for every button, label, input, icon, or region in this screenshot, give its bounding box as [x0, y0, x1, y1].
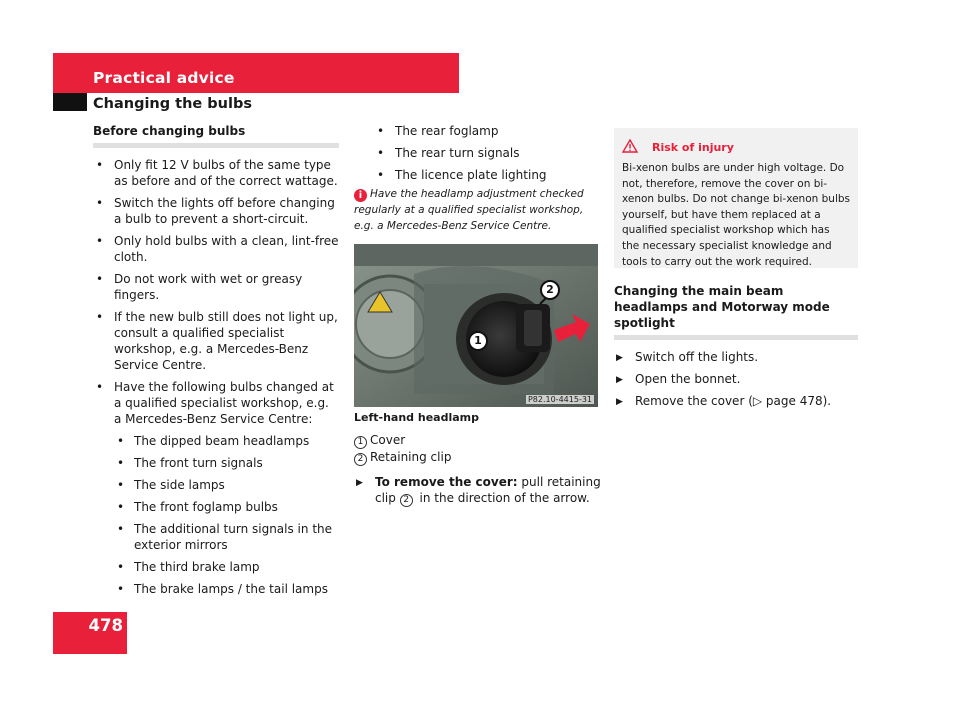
list-item: • The rear foglamp	[374, 123, 600, 139]
step-item: ▶ Remove the cover (▷ page 478).	[614, 393, 858, 409]
list-item: • Switch the lights off before changing a bulb to prevent a short-circuit.	[93, 195, 339, 227]
main-beam-heading: Changing the main beam headlamps and Motorway mode spotlight	[614, 284, 830, 330]
heading-rule	[93, 143, 339, 148]
precaution-list	[93, 157, 339, 597]
callout-1: 1	[468, 331, 488, 351]
workshop-bulbs-text: Have the following bulbs changed at a qualified specialist workshop, e.g. a Mercedes-Benz Service Centre:	[114, 380, 334, 426]
photo-caption-block	[354, 410, 602, 513]
info-icon: i	[354, 189, 367, 202]
page-number: 478	[88, 616, 123, 635]
list-item: • The rear turn signals	[374, 145, 600, 161]
photo-code: P82.10-4415-31	[527, 395, 592, 404]
legend-number: 1	[354, 436, 367, 449]
step-item	[354, 474, 602, 507]
list-item: • The third brake lamp	[114, 559, 339, 575]
list-item: • The front foglamp bulbs	[114, 499, 339, 515]
legend-item	[354, 432, 602, 449]
list-item	[93, 379, 339, 597]
warning-body: Bi-xenon bulbs are under high voltage. Do not, therefore, remove the cover on bi-xenon bulbs. Do not change bi-xenon bulbs yourself, but have them replaced at a qualified specialist workshop which has the necessary specialist knowledge and tools to carry out the work required.	[622, 162, 850, 268]
step-item: ▶ Open the bonnet.	[614, 371, 858, 387]
remove-cover-steps	[354, 474, 602, 507]
list-item: • Do not work with wet or greasy fingers.	[93, 271, 339, 303]
list-item: • Only fit 12 V bulbs of the same type as before and of the correct wattage.	[93, 157, 339, 189]
list-item: • The licence plate lighting	[374, 167, 600, 183]
before-changing-heading: Before changing bulbs	[93, 124, 246, 138]
step-number: 2	[400, 494, 413, 507]
legend-label: Retaining clip	[370, 450, 452, 464]
step-item: ▶ Switch off the lights.	[614, 349, 858, 365]
list-item: • The additional turn signals in the exterior mirrors	[114, 521, 339, 553]
list-item: • Only hold bulbs with a clean, lint-free cloth.	[93, 233, 339, 265]
list-item: • If the new bulb still does not light up, consult a qualified specialist workshop, e.g. a Mercedes-Benz Service Centre.	[93, 309, 339, 373]
workshop-bulb-list-continued	[374, 123, 600, 183]
legend-label: Cover	[370, 433, 406, 447]
heading-rule	[614, 335, 858, 340]
subtitle-marker	[53, 93, 87, 111]
info-note-text: Have the headlamp adjustment checked regularly at a qualified specialist workshop, e.g. a Mercedes-Benz Service Centre.	[354, 188, 584, 232]
callout-2: 2	[540, 280, 560, 300]
headlamp-photo	[354, 244, 598, 407]
warning-triangle-icon	[622, 139, 638, 153]
page-subtitle: Changing the bulbs	[93, 96, 252, 112]
step-bold-label: To remove the cover:	[375, 475, 518, 489]
main-beam-steps	[614, 349, 858, 409]
list-item: • The brake lamps / the tail lamps	[114, 581, 339, 597]
list-item: • The dipped beam headlamps	[114, 433, 339, 449]
list-item: • The front turn signals	[114, 455, 339, 471]
middle-column	[374, 123, 600, 189]
list-item: • The side lamps	[114, 477, 339, 493]
workshop-bulb-list	[114, 433, 339, 597]
legend-number: 2	[354, 453, 367, 466]
photo-caption: Left-hand headlamp	[354, 411, 479, 424]
right-column	[614, 283, 858, 415]
section-title: Practical advice	[93, 69, 235, 87]
step-text: pull retaining clip	[375, 475, 601, 505]
legend-item	[354, 449, 602, 466]
warning-box	[614, 128, 858, 268]
step-text: in the direction of the arrow.	[415, 491, 590, 505]
warning-header	[622, 136, 850, 155]
left-column	[93, 123, 339, 603]
info-note	[354, 186, 602, 234]
headlamp-illustration	[354, 244, 598, 407]
warning-title: Risk of injury	[652, 141, 734, 154]
